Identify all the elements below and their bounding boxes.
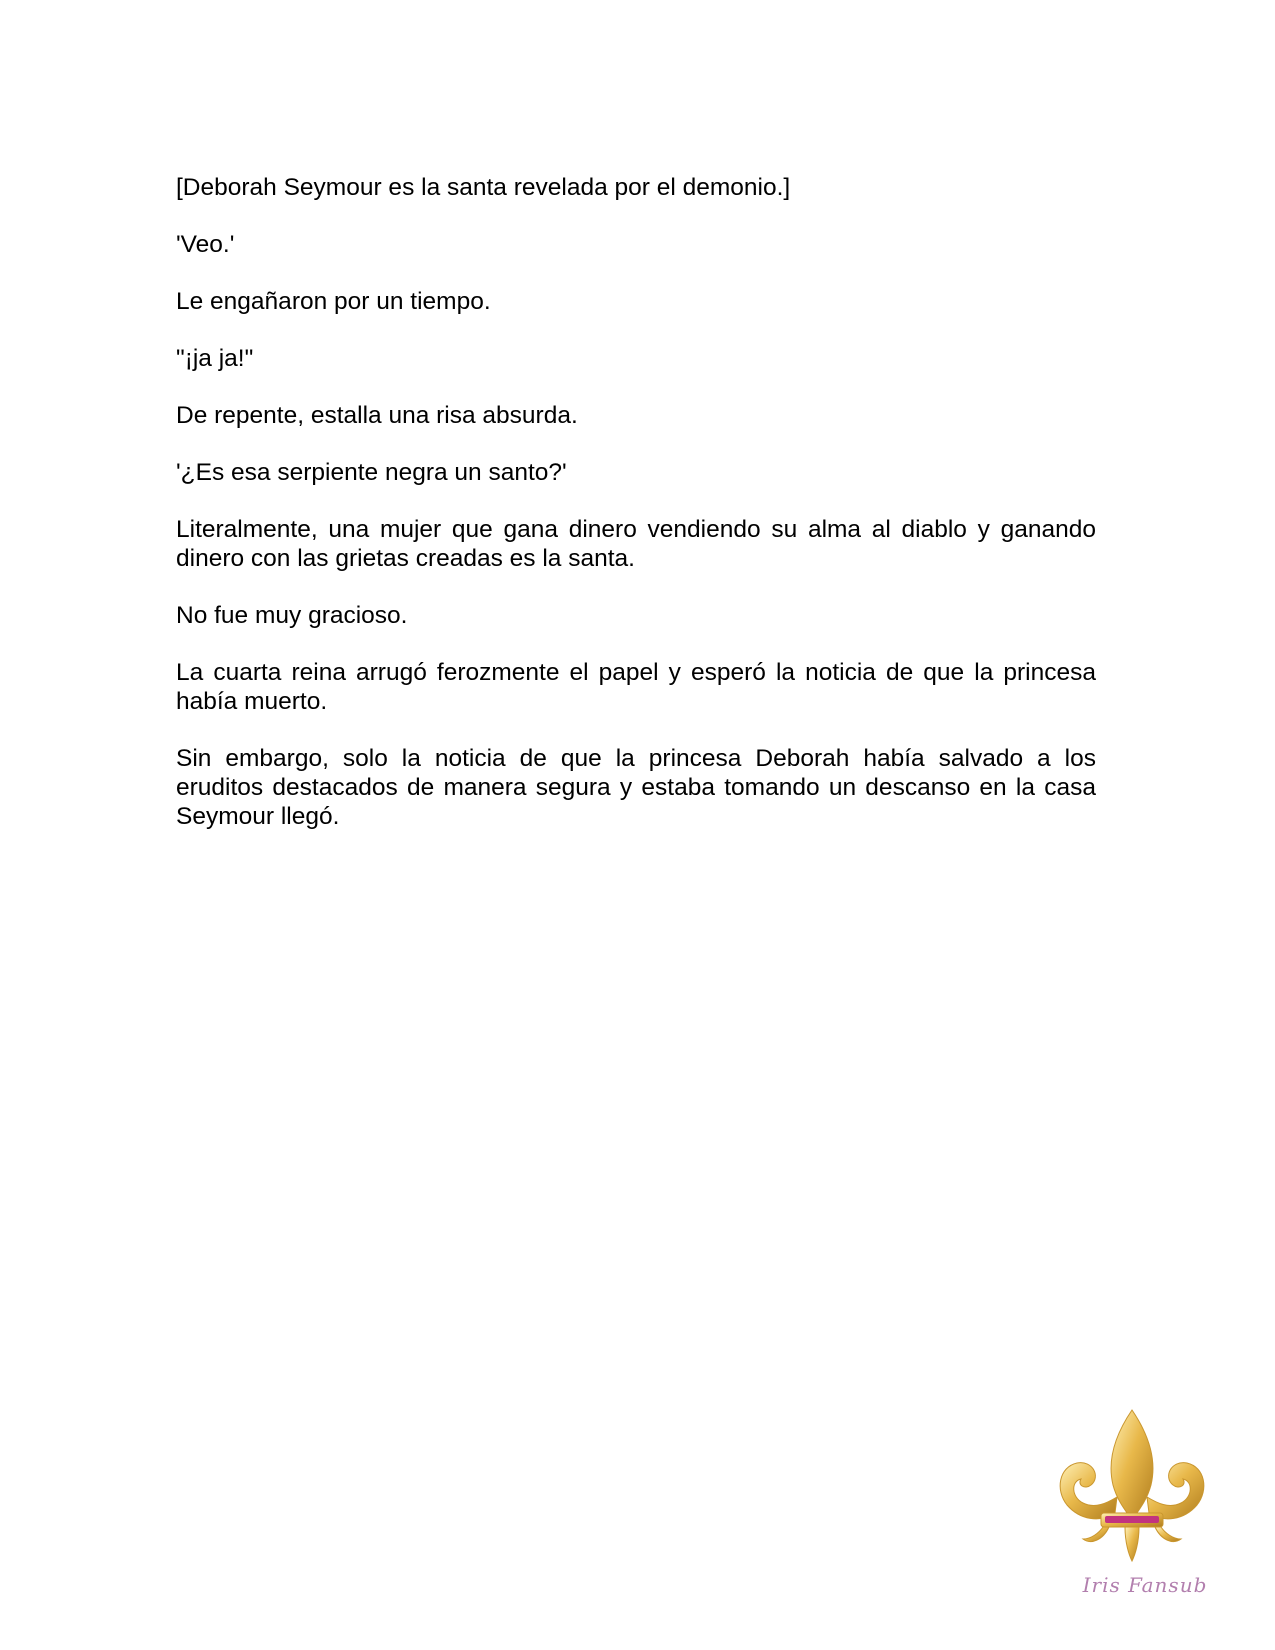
document-body <box>176 173 1096 859</box>
paragraph-8: No fue muy gracioso. <box>176 602 408 629</box>
paragraph-3: Le engañaron por un tiempo. <box>176 288 491 315</box>
paragraph-10: Sin embargo, solo la noticia de que la princesa Deborah había salvado a los eruditos destacados de manera segura y estaba tomando un descanso en la casa Seymour llegó. <box>176 745 1096 830</box>
logo-text: Iris Fansub <box>1082 1573 1208 1597</box>
paragraph-9: La cuarta reina arrugó ferozmente el papel y esperó la noticia de que la princesa había muerto. <box>176 659 1096 715</box>
paragraph-6: '¿Es esa serpiente negra un santo?' <box>176 459 567 486</box>
paragraph-4: "¡ja ja!" <box>176 345 254 372</box>
paragraph-1: [Deborah Seymour es la santa revelada por el demonio.] <box>176 174 791 201</box>
iris-fansub-logo <box>1045 1405 1220 1610</box>
paragraph-7: Literalmente, una mujer que gana dinero vendiendo su alma al diablo y ganando dinero con las grietas creadas es la santa. <box>176 516 1096 572</box>
paragraph-5: De repente, estalla una risa absurda. <box>176 402 578 429</box>
paragraph-2: 'Veo.' <box>176 231 235 258</box>
fleur-de-lis-icon <box>1045 1405 1220 1570</box>
